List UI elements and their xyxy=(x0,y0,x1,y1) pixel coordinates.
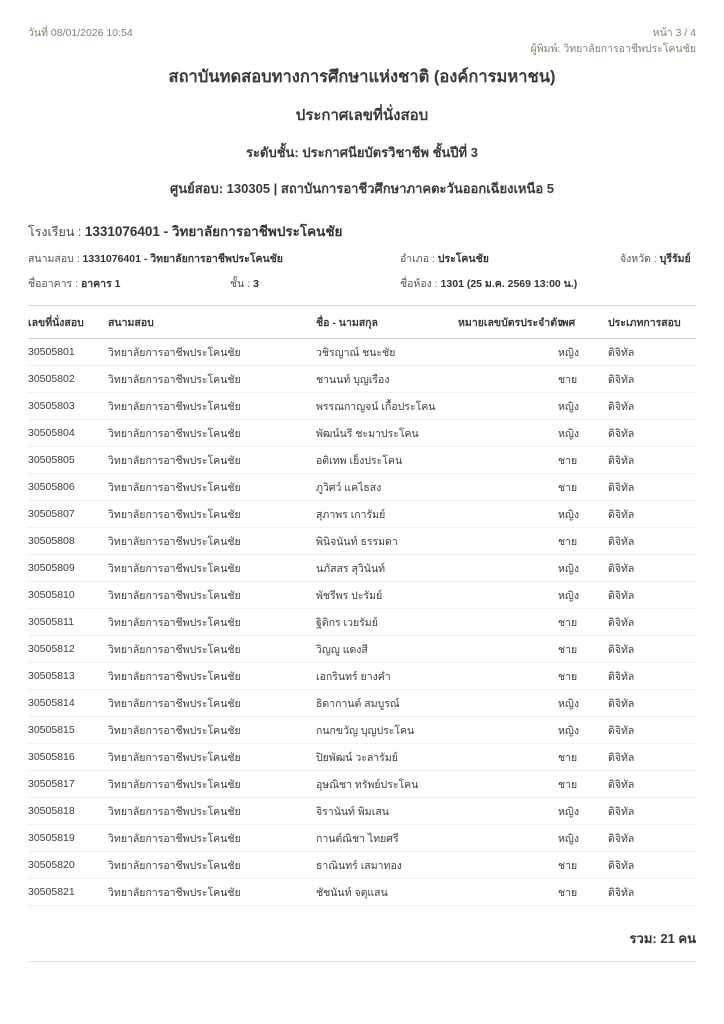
seat-number-cell: 30505818 xyxy=(28,797,108,824)
venue-cell: วิทยาลัยการอาชีพประโคนชัย xyxy=(108,797,316,824)
header-gender: เพศ xyxy=(558,305,608,338)
venue-cell: วิทยาลัยการอาชีพประโคนชัย xyxy=(108,392,316,419)
table-row xyxy=(28,554,696,581)
venue-cell: วิทยาลัยการอาชีพประโคนชัย xyxy=(108,365,316,392)
seat-number-cell: 30505821 xyxy=(28,878,108,905)
id-card-cell xyxy=(458,878,558,905)
gender-cell: หญิง xyxy=(558,500,608,527)
page-meta xyxy=(28,26,696,58)
table-body xyxy=(28,338,696,905)
exam-type-cell: ดิจิทัล xyxy=(608,797,696,824)
seat-number-cell: 30505811 xyxy=(28,608,108,635)
table-row xyxy=(28,824,696,851)
gender-cell: ชาย xyxy=(558,743,608,770)
table-row xyxy=(28,716,696,743)
table-row xyxy=(28,527,696,554)
id-card-cell xyxy=(458,446,558,473)
seat-number-cell: 30505814 xyxy=(28,689,108,716)
exam-type-cell: ดิจิทัล xyxy=(608,824,696,851)
id-card-cell xyxy=(458,716,558,743)
floor-value: 3 xyxy=(253,277,259,290)
table-row xyxy=(28,500,696,527)
bottom-divider xyxy=(28,961,696,962)
gender-cell: หญิง xyxy=(558,716,608,743)
name-cell: จิรานันท์ พิมเสน xyxy=(316,797,458,824)
table-row xyxy=(28,770,696,797)
gender-cell: ชาย xyxy=(558,878,608,905)
name-cell: พินิจนันท์ ธรรมดา xyxy=(316,527,458,554)
gender-cell: ชาย xyxy=(558,662,608,689)
table-row xyxy=(28,743,696,770)
name-cell: ธาณินทร์ เสมาทอง xyxy=(316,851,458,878)
id-card-cell xyxy=(458,770,558,797)
room-value: 1301 (25 ม.ค. 2569 13:00 น.) xyxy=(440,277,578,290)
info-row-2 xyxy=(28,275,696,292)
name-cell: ธิดากานต์ สมบูรณ์ xyxy=(316,689,458,716)
id-card-cell xyxy=(458,851,558,878)
seat-number-cell: 30505809 xyxy=(28,554,108,581)
table-row xyxy=(28,338,696,365)
gender-cell: หญิง xyxy=(558,338,608,365)
exam-type-cell: ดิจิทัล xyxy=(608,338,696,365)
gender-cell: ชาย xyxy=(558,527,608,554)
gender-cell: ชาย xyxy=(558,473,608,500)
seat-number-cell: 30505816 xyxy=(28,743,108,770)
exam-type-cell: ดิจิทัล xyxy=(608,716,696,743)
district-value: ประโคนชัย xyxy=(437,252,489,265)
district-field xyxy=(400,250,489,267)
table-row xyxy=(28,392,696,419)
seat-number-cell: 30505803 xyxy=(28,392,108,419)
exam-type-cell: ดิจิทัล xyxy=(608,770,696,797)
name-cell: สุภาพร เการัมย์ xyxy=(316,500,458,527)
seating-table xyxy=(28,305,696,906)
venue-cell: วิทยาลัยการอาชีพประโคนชัย xyxy=(108,716,316,743)
venue-cell: วิทยาลัยการอาชีพประโคนชัย xyxy=(108,878,316,905)
page-number: หน้า 3 / 4 xyxy=(652,27,696,39)
gender-cell: หญิง xyxy=(558,554,608,581)
gender-cell: หญิง xyxy=(558,689,608,716)
education-level: ระดับชั้น: ประกาศนียบัตรวิชาชีพ ชั้นปีที่ 3 xyxy=(246,144,478,160)
venue-cell: วิทยาลัยการอาชีพประโคนชัย xyxy=(108,608,316,635)
seat-number-cell: 30505805 xyxy=(28,446,108,473)
id-card-cell xyxy=(458,473,558,500)
seat-number-cell: 30505820 xyxy=(28,851,108,878)
exam-type-cell: ดิจิทัล xyxy=(608,392,696,419)
seat-number-cell: 30505807 xyxy=(28,500,108,527)
venue-cell: วิทยาลัยการอาชีพประโคนชัย xyxy=(108,662,316,689)
header-name: ชื่อ - นามสกุล xyxy=(316,305,458,338)
venue-value: 1331076401 - วิทยาลัยการอาชีพประโคนชัย xyxy=(82,252,283,265)
header-exam-type: ประเภทการสอบ xyxy=(608,305,696,338)
table-row xyxy=(28,635,696,662)
gender-cell: ชาย xyxy=(558,635,608,662)
table-row xyxy=(28,473,696,500)
page-meta-right xyxy=(531,26,696,58)
id-card-cell xyxy=(458,662,558,689)
table-row xyxy=(28,365,696,392)
name-cell: พัชรีพร ปะรัมย์ xyxy=(316,581,458,608)
gender-cell: ชาย xyxy=(558,365,608,392)
id-card-cell xyxy=(458,797,558,824)
table-row xyxy=(28,662,696,689)
venue-cell: วิทยาลัยการอาชีพประโคนชัย xyxy=(108,338,316,365)
gender-cell: ชาย xyxy=(558,770,608,797)
exam-type-cell: ดิจิทัล xyxy=(608,581,696,608)
seat-number-cell: 30505812 xyxy=(28,635,108,662)
seat-number-cell: 30505817 xyxy=(28,770,108,797)
exam-type-cell: ดิจิทัล xyxy=(608,689,696,716)
gender-cell: ชาย xyxy=(558,446,608,473)
name-cell: พรรณกาญจน์ เกื้อประโคน xyxy=(316,392,458,419)
id-card-cell xyxy=(458,392,558,419)
school-label: โรงเรียน : xyxy=(28,224,82,239)
id-card-cell xyxy=(458,689,558,716)
exam-type-cell: ดิจิทัล xyxy=(608,527,696,554)
venue-cell: วิทยาลัยการอาชีพประโคนชัย xyxy=(108,500,316,527)
id-card-cell xyxy=(458,365,558,392)
seat-number-cell: 30505819 xyxy=(28,824,108,851)
table-row xyxy=(28,878,696,905)
province-field xyxy=(620,250,691,267)
exam-type-cell: ดิจิทัล xyxy=(608,662,696,689)
exam-type-cell: ดิจิทัล xyxy=(608,878,696,905)
name-cell: กนกขวัญ บุญประโคน xyxy=(316,716,458,743)
id-card-cell xyxy=(458,554,558,581)
seat-number-cell: 30505813 xyxy=(28,662,108,689)
header-seat-number: เลขที่นั่งสอบ xyxy=(28,305,108,338)
id-card-cell xyxy=(458,581,558,608)
print-date: วันที่ 08/01/2026 10:54 xyxy=(28,27,133,39)
printer-name: ผู้พิมพ์: วิทยาลัยการอาชีพประโคนชัย xyxy=(530,42,696,55)
name-cell: นภัสสร สุวินันท์ xyxy=(316,554,458,581)
table-row xyxy=(28,608,696,635)
exam-type-cell: ดิจิทัล xyxy=(608,473,696,500)
venue-cell: วิทยาลัยการอาชีพประโคนชัย xyxy=(108,527,316,554)
table-row xyxy=(28,689,696,716)
id-card-cell xyxy=(458,500,558,527)
province-value: บุรีรัมย์ xyxy=(659,252,691,265)
gender-cell: หญิง xyxy=(558,581,608,608)
floor-label: ชั้น : xyxy=(230,277,251,290)
id-card-cell xyxy=(458,338,558,365)
document-subtitle: ประกาศเลขที่นั่งสอบ xyxy=(295,106,429,124)
name-cell: ภูวิศว์ แคไธสง xyxy=(316,473,458,500)
venue-cell: วิทยาลัยการอาชีพประโคนชัย xyxy=(108,770,316,797)
table-row xyxy=(28,851,696,878)
gender-cell: หญิง xyxy=(558,392,608,419)
seat-number-cell: 30505801 xyxy=(28,338,108,365)
name-cell: อุษณิชา ทรัพย์ประโคน xyxy=(316,770,458,797)
seat-number-cell: 30505815 xyxy=(28,716,108,743)
gender-cell: หญิง xyxy=(558,824,608,851)
building-label: ชื่ออาคาร : xyxy=(28,277,79,290)
exam-type-cell: ดิจิทัล xyxy=(608,419,696,446)
venue-label: สนามสอบ : xyxy=(28,252,80,265)
exam-type-cell: ดิจิทัล xyxy=(608,500,696,527)
venue-cell: วิทยาลัยการอาชีพประโคนชัย xyxy=(108,635,316,662)
exam-type-cell: ดิจิทัล xyxy=(608,554,696,581)
school-value: 1331076401 - วิทยาลัยการอาชีพประโคนชัย xyxy=(84,223,343,239)
name-cell: กานต์ณิชา ไทยศรี xyxy=(316,824,458,851)
venue-cell: วิทยาลัยการอาชีพประโคนชัย xyxy=(108,824,316,851)
gender-cell: ชาย xyxy=(558,851,608,878)
floor-field xyxy=(230,275,259,292)
table-row xyxy=(28,797,696,824)
exam-type-cell: ดิจิทัล xyxy=(608,365,696,392)
table-row xyxy=(28,581,696,608)
venue-cell: วิทยาลัยการอาชีพประโคนชัย xyxy=(108,851,316,878)
id-card-cell xyxy=(458,419,558,446)
seat-number-cell: 30505804 xyxy=(28,419,108,446)
seat-number-cell: 30505808 xyxy=(28,527,108,554)
name-cell: ปิยพัฒน์ วะลารัมย์ xyxy=(316,743,458,770)
seat-number-cell: 30505802 xyxy=(28,365,108,392)
gender-cell: ชาย xyxy=(558,608,608,635)
venue-field xyxy=(28,250,283,267)
building-value: อาคาร 1 xyxy=(80,277,121,290)
gender-cell: หญิง xyxy=(558,419,608,446)
room-label: ชื่อห้อง : xyxy=(400,277,438,290)
name-cell: วิญญู แดงสี xyxy=(316,635,458,662)
building-field xyxy=(28,275,120,292)
district-label: อำเภอ : xyxy=(400,252,435,265)
exam-type-cell: ดิจิทัล xyxy=(608,608,696,635)
table-header-row xyxy=(28,305,696,338)
name-cell: ชานนท์ บุญเรือง xyxy=(316,365,458,392)
seat-number-cell: 30505806 xyxy=(28,473,108,500)
venue-cell: วิทยาลัยการอาชีพประโคนชัย xyxy=(108,743,316,770)
document-title: สถาบันทดสอบทางการศึกษาแห่งชาติ (องค์การมหาชน) xyxy=(168,67,556,86)
school-line xyxy=(28,220,696,242)
name-cell: วชิรญาณ์ ชนะชัย xyxy=(316,338,458,365)
table-row xyxy=(28,419,696,446)
id-card-cell xyxy=(458,635,558,662)
province-label: จังหวัด : xyxy=(620,252,657,265)
name-cell: อติเทพ เย็งประโคน xyxy=(316,446,458,473)
total-count: รวม: 21 คน xyxy=(629,930,696,946)
header-venue: สนามสอบ xyxy=(108,305,316,338)
gender-cell: หญิง xyxy=(558,797,608,824)
seat-number-cell: 30505810 xyxy=(28,581,108,608)
venue-cell: วิทยาลัยการอาชีพประโคนชัย xyxy=(108,419,316,446)
venue-cell: วิทยาลัยการอาชีพประโคนชัย xyxy=(108,446,316,473)
name-cell: ฐิติกร เวยรัมย์ xyxy=(316,608,458,635)
name-cell: พัฒน์นรี ชะมาประโคน xyxy=(316,419,458,446)
room-field xyxy=(400,275,577,292)
venue-cell: วิทยาลัยการอาชีพประโคนชัย xyxy=(108,554,316,581)
exam-type-cell: ดิจิทัล xyxy=(608,743,696,770)
header-id-card: หมายเลขบัตรประจำตัว xyxy=(458,305,558,338)
name-cell: ชัชนันท์ จตุแสน xyxy=(316,878,458,905)
table-header xyxy=(28,305,696,338)
venue-cell: วิทยาลัยการอาชีพประโคนชัย xyxy=(108,473,316,500)
id-card-cell xyxy=(458,743,558,770)
info-row-1 xyxy=(28,250,696,267)
name-cell: เอกรินทร์ ยางคำ xyxy=(316,662,458,689)
id-card-cell xyxy=(458,608,558,635)
exam-center: ศูนย์สอบ: 130305 | สถาบันการอาชีวศึกษาภาคตะวันออกเฉียงเหนือ 5 xyxy=(169,180,555,196)
venue-cell: วิทยาลัยการอาชีพประโคนชัย xyxy=(108,689,316,716)
id-card-cell xyxy=(458,527,558,554)
exam-type-cell: ดิจิทัล xyxy=(608,851,696,878)
exam-type-cell: ดิจิทัล xyxy=(608,635,696,662)
id-card-cell xyxy=(458,824,558,851)
table-row xyxy=(28,446,696,473)
venue-cell: วิทยาลัยการอาชีพประโคนชัย xyxy=(108,581,316,608)
exam-type-cell: ดิจิทัล xyxy=(608,446,696,473)
